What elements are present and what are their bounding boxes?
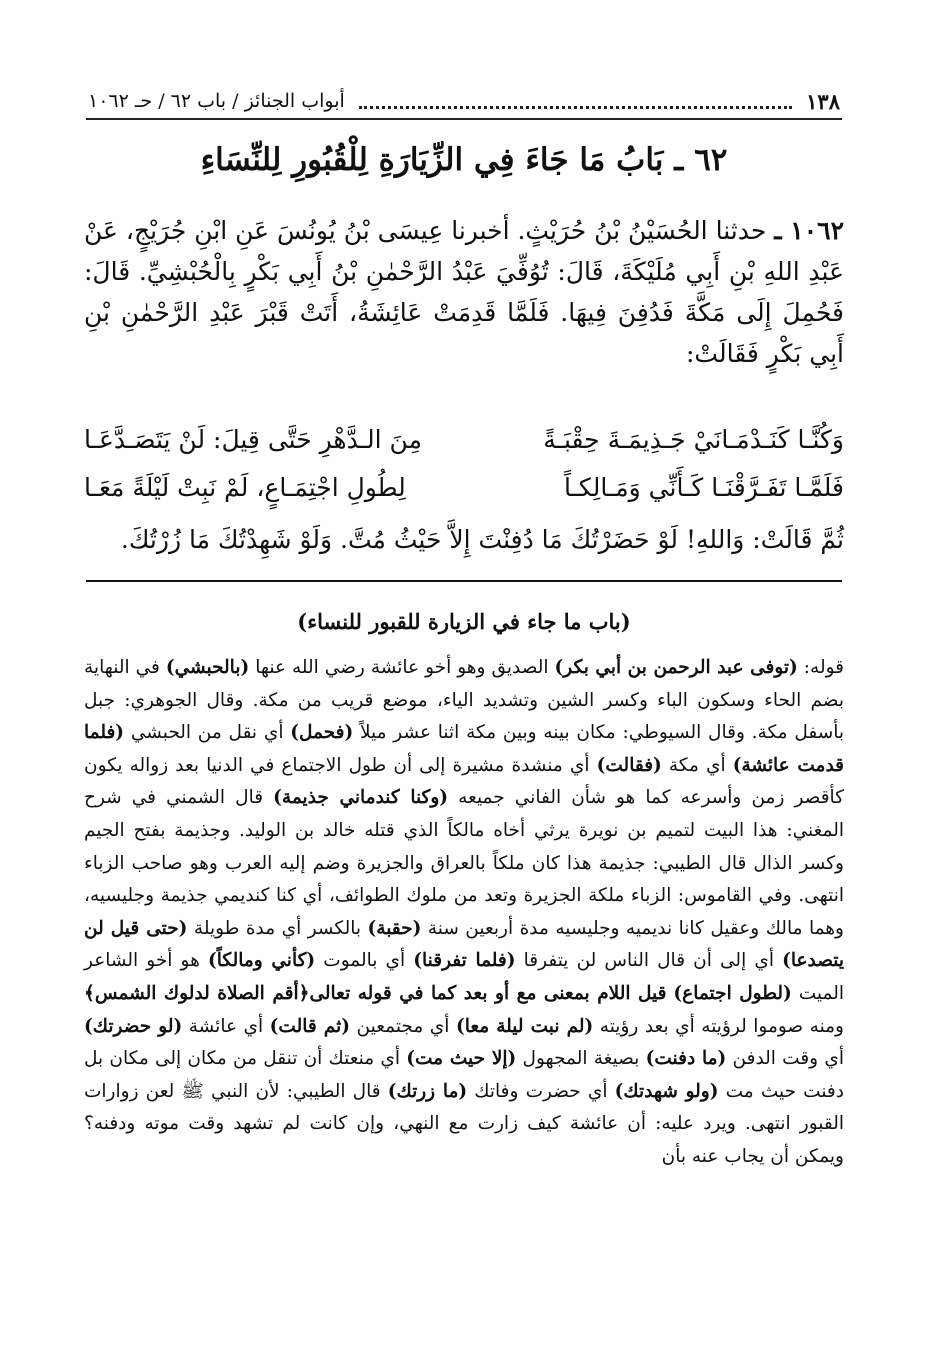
commentary-segment: قال الشمني في شرح المغني: هذا البيت لتميم بن نويرة يرثي أخاه مالكاً الذي قتله خالد بن الوليد. وجذيمة بفتح الجيم وكسر الذال قال الطيبي: جذيمة هذا كان ملكاً بالعراق والجزيرة وضم إليه العرب وهو صاحب الزباء انتهى. وفي القاموس: الزباء ملكة الجزيرة وتعد من ملوك الطوائف، أي كنا كنديمي جذيمة وجليسيه، وهما مالك وعقيل كانا نديميه وجليسيه مدة أربعين سنة: [84, 787, 844, 939]
commentary-quote: (لو حضرتك): [84, 1015, 183, 1037]
commentary-quote: (ثم قالت): [269, 1015, 351, 1037]
commentary-segment: بصيغة المجهول: [516, 1048, 646, 1070]
commentary-segment: في النهاية بضم الحاء وسكون الباء وكسر الشين وتشديد الياء، موضع قريب من مكة. وقال الجوهري: جبل بأسفل مكة. وقال السيوطي: مكان بينه وبين مكة اثنا عشر ميلاً: [84, 657, 844, 744]
header-reference: أبواب الجنائز / باب ٦٢ / حـ ١٠٦٢: [88, 90, 345, 112]
commentary-quote: (كأني ومالكاً): [207, 950, 316, 972]
commentary-quote: (لم نبت ليلة معا): [455, 1015, 594, 1037]
commentary-quran-quote: ﴿أقم الصلاة لدلوك الشمس﴾: [84, 982, 310, 1004]
commentary-quote: (توفى عبد الرحمن بن أبي بكر): [554, 657, 798, 678]
poem-verse-1: [84, 418, 844, 462]
commentary-quote: (حتى قيل لن يتصدعا): [84, 917, 844, 972]
commentary-quote: (لطول اجتماع): [673, 982, 792, 1004]
verse-2-first-hemistich: فَلَمَّـا تَفَـرَّقْنَـا كَـأَنِّي وَمَـالِكـاً: [563, 473, 844, 502]
commentary-title: (باب ما جاء في الزيارة للقبور للنساء): [297, 609, 631, 634]
commentary-quote: (ما دفنت): [645, 1048, 727, 1070]
commentary-segment: أي حضرت وفاتك: [467, 1080, 615, 1102]
commentary-segment: أي مجتمعين: [350, 1015, 456, 1037]
commentary-quote: (فحمل): [290, 722, 354, 744]
closing-statement: ثُمَّ قَالَتْ: وَاللهِ! لَوْ حَضَرْتُكَ مَا دُفِنْتَ إِلاَّ حَيْثُ مُتَّ. وَلَوْ شَهِدْتُكَ مَا زُرْتُكَ.: [120, 525, 844, 554]
page-number: ١٣٨: [806, 88, 840, 114]
verse-2-second-hemistich: لِطُولِ اجْتِمَـاعٍ، لَمْ نَبِتْ لَيْلَةً مَعَـا: [84, 473, 406, 502]
verse-1-first-hemistich: وَكُنَّـا كَنَـدْمَـانَيْ جَـذِيمَـةَ حِقْبَـةً: [543, 425, 844, 454]
commentary-quote: (ما زرتك): [387, 1080, 468, 1102]
commentary-segment: قوله:: [797, 657, 844, 678]
commentary-text: [84, 652, 844, 1174]
footnote-separator: [86, 580, 842, 582]
commentary-quote: (بالحبشي): [165, 657, 250, 678]
poem-verse-2: [84, 466, 844, 510]
commentary-quote: (ولو شهدتك): [614, 1080, 719, 1102]
commentary-segment: قال الطيبي: لأن النبي ﷺ لعن زوارات القبور انتهى. ويرد عليه: أن عائشة كيف زارت مع النهي، وإن كانت لم تشهد وقت موته ودفنه؟ ويمكن أن يجاب عنه بأن: [84, 1080, 844, 1167]
commentary-quote: (فلما تفرقنا): [413, 950, 516, 972]
commentary-segment: أي منشدة مشيرة إلى أن طول الاجتماع في الدنيا بعد زواله يكون كأقصر زمن وأسرعه كما هو شأن الفاني جميعه: [84, 754, 844, 809]
commentary-quote: (فلما قدمت عائشة): [84, 722, 844, 776]
commentary-quote: (حقبة): [367, 917, 422, 939]
commentary-segment: أي إلى أن قال الناس لن يتفرقا: [515, 950, 783, 972]
commentary-segment: أي مكة: [661, 754, 733, 776]
commentary-segment: أي وقت الدفن: [726, 1048, 844, 1070]
commentary-segment: ومنه صوموا لرؤيته أي بعد رؤيته: [593, 1015, 844, 1037]
commentary-segment: هو أخو الشاعر الميت: [84, 950, 844, 1004]
header-rule: [86, 118, 842, 120]
commentary-segment: أي عائشة: [182, 1015, 270, 1037]
hadith-text: حدثنا الحُسَيْنُ بْنُ حُرَيْثٍ. أخبرنا عِيسَى بْنُ يُونُسَ عَنِ ابْنِ جُرَيْجٍ، عَنْ عَبْدِ اللهِ بْنِ أَبِي مُلَيْكَةَ، قَالَ: تُوُفِّيَ عَبْدُ الرَّحْمٰنِ بْنُ أَبِي بَكْرٍ بِالْحُبْشِيِّ. قَالَ: فَحُمِلَ إِلَى مَكَّةَ فَدُفِنَ فِيهَا. فَلَمَّا قَدِمَتْ عَائِشَةُ، أَتَتْ قَبْرَ عَبْدِ الرَّحْمٰنِ بْنِ أَبِي بَكْرٍ فَقَالَتْ:: [84, 216, 844, 368]
commentary-segment: أي نقل من الحبشي: [124, 722, 291, 744]
commentary-segment: أي بالموت: [315, 950, 414, 972]
commentary-quote: (إلا حيث مت): [406, 1048, 517, 1070]
header-dotted-leader: [359, 106, 792, 109]
commentary-quote: (فقالت): [596, 754, 662, 776]
chapter-title: ٦٢ ـ بَابُ مَا جَاءَ فِي الزِّيَارَةِ لِلْقُبُورِ لِلنِّسَاءِ: [200, 142, 728, 178]
running-header: [88, 86, 840, 116]
commentary-quote: قيل اللام بمعنى مع أو بعد كما في قوله تعالى: [309, 982, 667, 1004]
hadith-number: ١٠٦٢ ـ: [774, 216, 844, 245]
commentary-segment: أي منعتك أن تنقل من مكان إلى مكان بل دفنت حيث مت: [84, 1048, 844, 1102]
commentary-segment: الصديق وهو أخو عائشة رضي الله عنها: [249, 657, 555, 678]
verse-1-second-hemistich: مِنَ الـدَّهْرِ حَتَّى قِيلَ: لَنْ يَتَصَـدَّعَـا: [84, 425, 422, 454]
hadith-block: [84, 210, 844, 374]
commentary-quote: (وكنا كندماني جذيمة): [273, 787, 449, 809]
commentary-segment: بالكسر أي مدة طويلة: [187, 917, 368, 939]
